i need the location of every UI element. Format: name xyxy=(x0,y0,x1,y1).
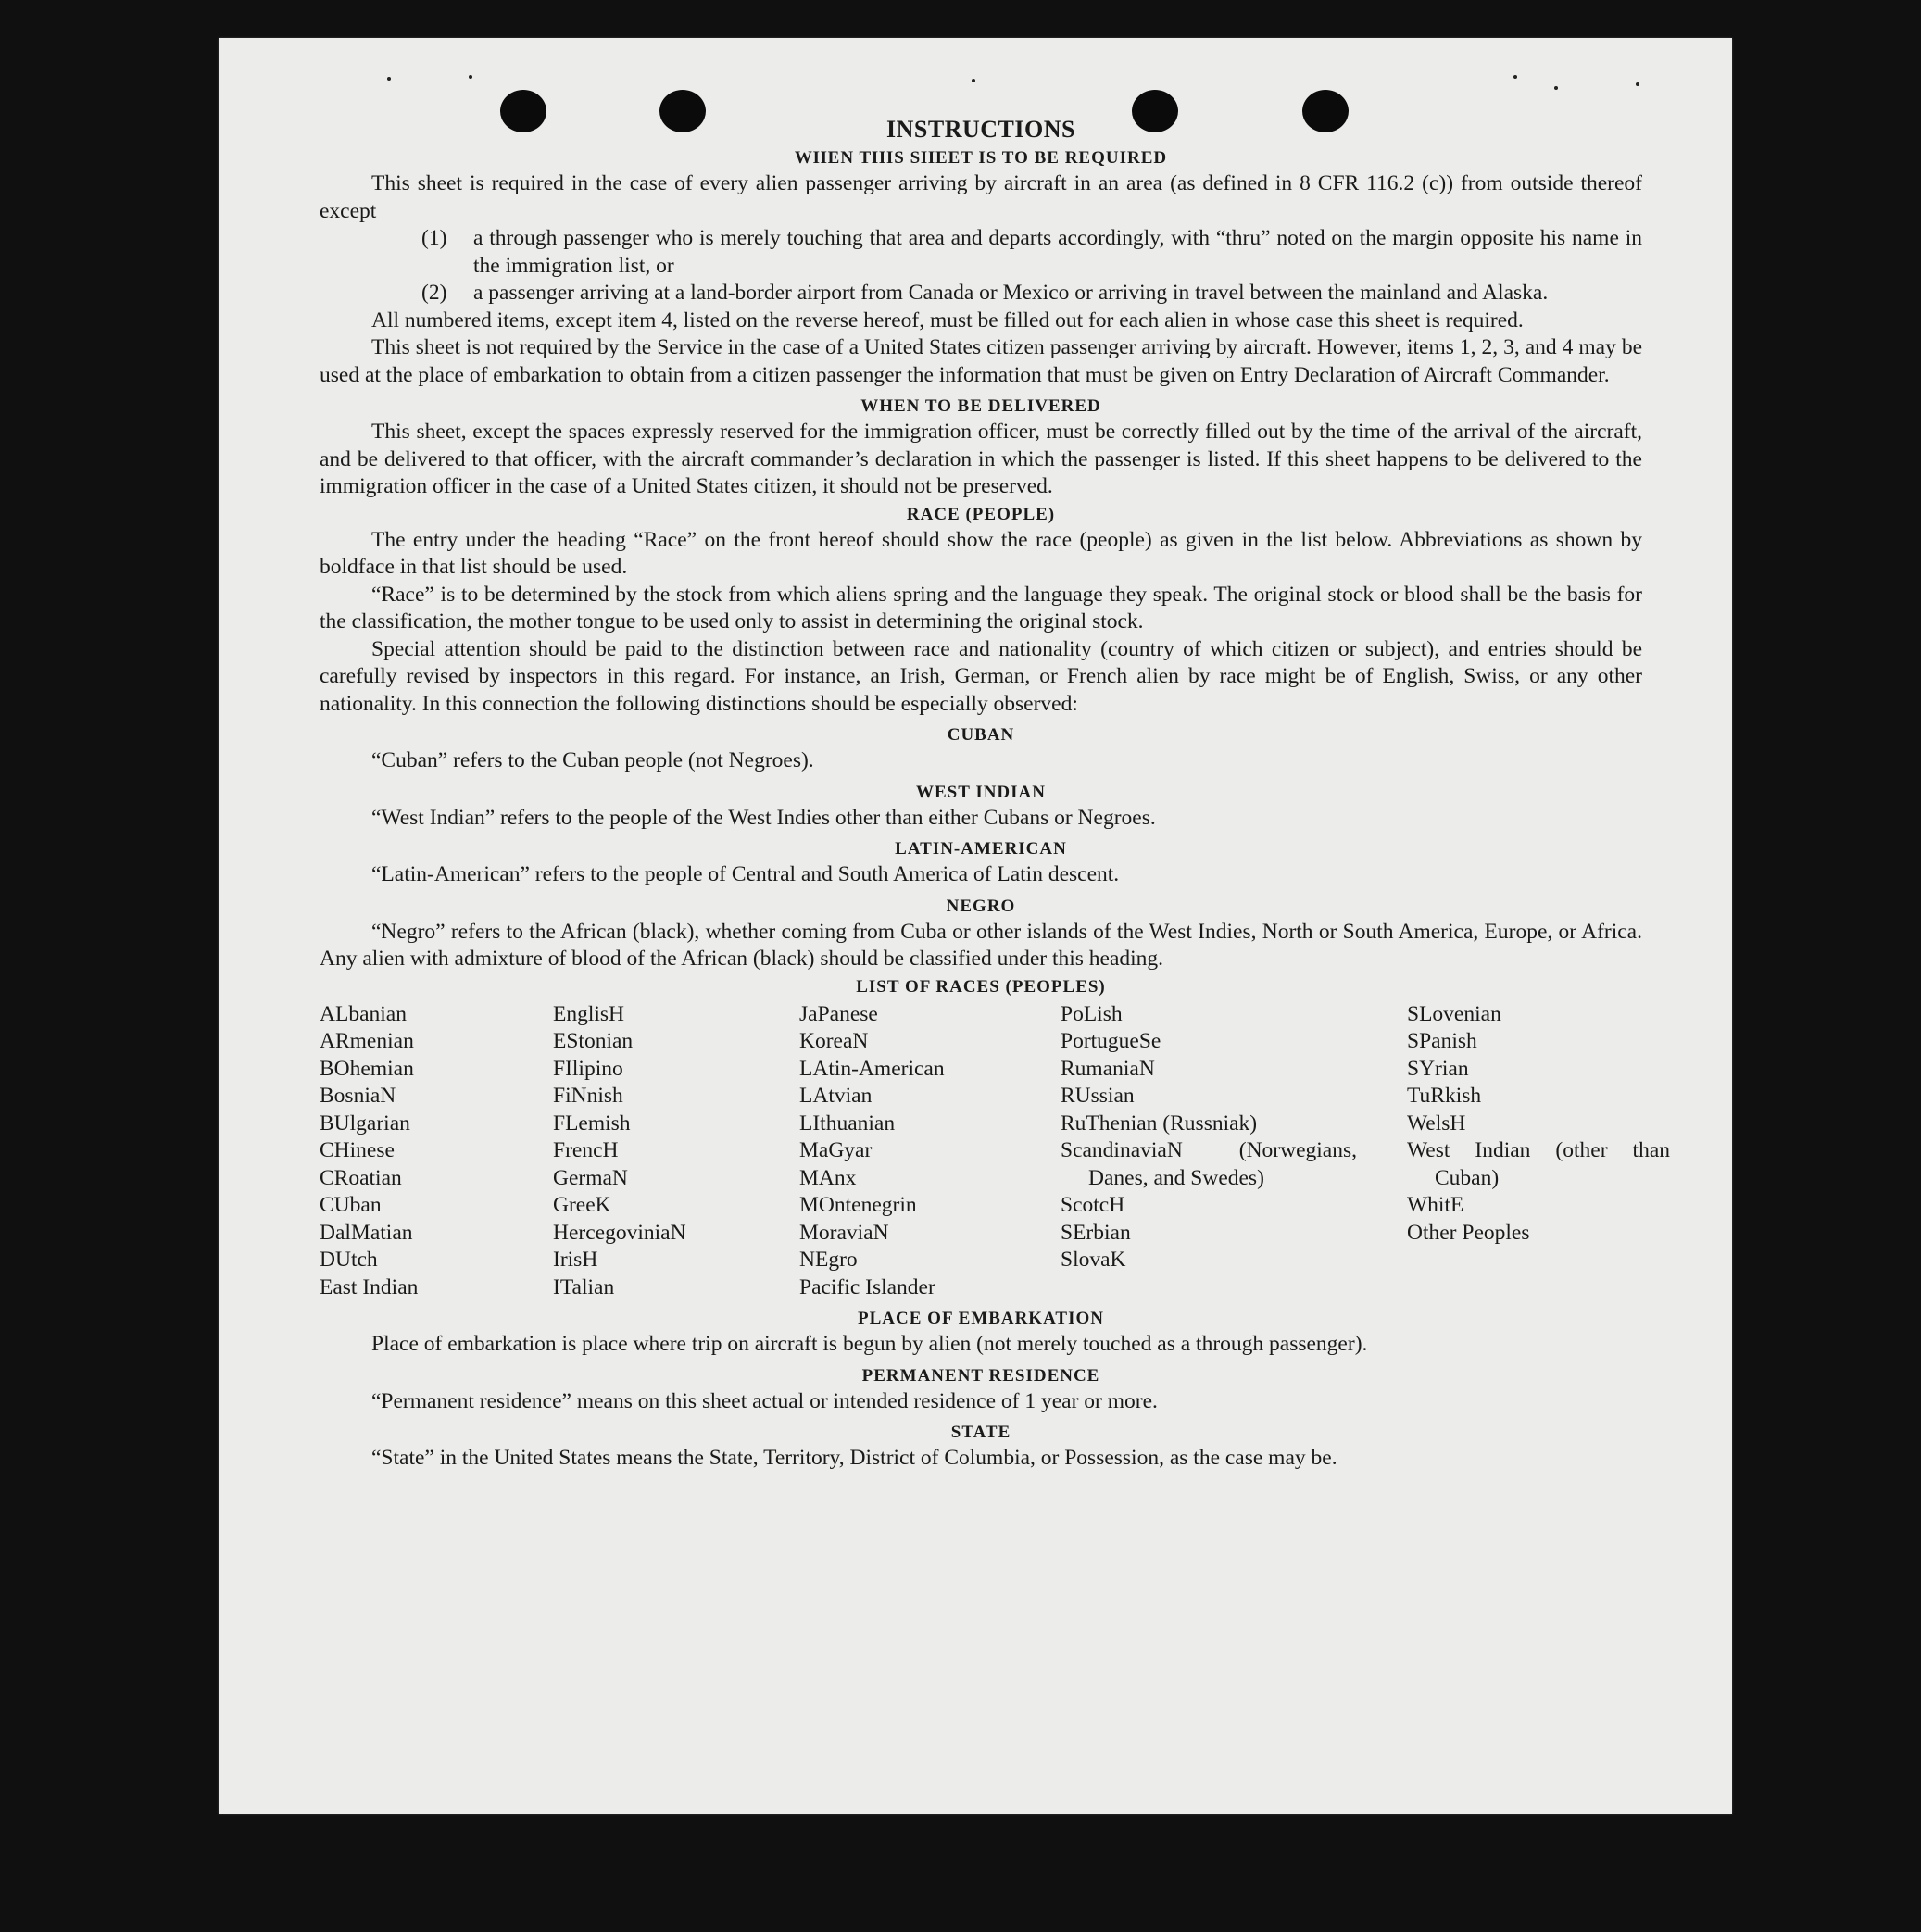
race-entry: SErbian xyxy=(1061,1220,1131,1245)
race-entry: KoreaN xyxy=(799,1029,869,1053)
race-entry: LAtin-American xyxy=(799,1056,945,1081)
race-column xyxy=(1061,1001,1407,1302)
item-text: a passenger arriving at a land-border airport from Canada or Mexico or arriving in travel between the mainland and Alaska. xyxy=(473,281,1549,305)
race-entry: HercegoviniaN xyxy=(553,1220,686,1245)
heading-race: RACE (PEOPLE) xyxy=(906,504,1056,524)
race-entry: SLovenian xyxy=(1407,1001,1501,1026)
race-entry: LIthuanian xyxy=(799,1110,896,1135)
item-text: a through passenger who is merely touching that area and departs accordingly, with “thru” noted on the margin opposite his name in the immigration list, or xyxy=(473,226,1642,278)
page-title: INSTRUCTIONS xyxy=(886,116,1075,143)
race-entry: East Indian xyxy=(320,1274,419,1299)
race-entry: GreeK xyxy=(553,1193,611,1217)
race-entry: FiNnish xyxy=(553,1084,623,1108)
race-entry: ITalian xyxy=(553,1274,615,1299)
paragraph: This sheet is not required by the Service in the case of a United States citizen passenger arriving by aircraft. However, items 1, 2, 3, and 4 may be used at the place of embarkation to obtain from a citizen passenger the information that must be given on Entry Declaration of Aircraft Commander. xyxy=(320,335,1642,387)
paragraph: “Race” is to be determined by the stock from which aliens spring and the language they speak. The original stock or blood shall be the basis for the classification, the mother tongue to be used only to assist in determining the original stock. xyxy=(320,582,1642,634)
race-entry: SPanish xyxy=(1407,1029,1477,1053)
race-column xyxy=(1407,1001,1670,1302)
race-entry: BOhemian xyxy=(320,1056,414,1081)
race-column xyxy=(799,1001,1061,1302)
heading-negro: NEGRO xyxy=(946,896,1016,916)
race-entry: JaPanese xyxy=(799,1001,878,1026)
paragraph: This sheet, except the spaces expressly reserved for the immigration officer, must be correctly filled out by the time of the arrival of the aircraft, and be delivered to that officer, with the aircraft commander’s declaration in which the passenger is listed. If this sheet happens to be delivered to the immigration officer in the case of a United States citizen, it should not be preserved. xyxy=(320,420,1642,498)
race-entry: CRoatian xyxy=(320,1165,402,1190)
race-entry: MAnx xyxy=(799,1165,857,1190)
speck xyxy=(387,77,391,81)
race-entry: SlovaK xyxy=(1061,1248,1126,1272)
race-entry: SYrian xyxy=(1407,1056,1469,1081)
heading-cuban: CUBAN xyxy=(947,725,1015,745)
race-column xyxy=(320,1001,553,1302)
race-list xyxy=(320,1001,1670,1302)
paragraph: “Cuban” refers to the Cuban people (not Negroes). xyxy=(371,748,814,772)
race-entry: WelsH xyxy=(1407,1110,1466,1135)
race-entry: TuRkish xyxy=(1407,1084,1482,1108)
race-entry: ScandinaviaN (Norwegians, Danes, and Swedes) xyxy=(1061,1138,1357,1190)
paragraph: “Permanent residence” means on this sheet actual or intended residence of 1 year or more. xyxy=(371,1388,1158,1413)
race-entry: PoLish xyxy=(1061,1001,1123,1026)
race-entry: FIlipino xyxy=(553,1056,623,1081)
item-number: (1) xyxy=(421,226,447,250)
paragraph: Place of embarkation is place where trip on aircraft is begun by alien (not merely touched as a through passenger). xyxy=(371,1332,1368,1356)
race-entry: DUtch xyxy=(320,1248,378,1272)
race-entry: Other Peoples xyxy=(1407,1220,1530,1245)
heading-state: STATE xyxy=(950,1423,1011,1442)
paragraph: “Negro” refers to the African (black), whether coming from Cuba or other islands of the West Indies, North or South America, Europe, or Africa. Any alien with admixture of blood of the African (black) should be classified under this heading. xyxy=(320,919,1642,971)
heading-residence: PERMANENT RESIDENCE xyxy=(861,1365,1100,1386)
race-entry: BosniaN xyxy=(320,1084,396,1108)
paragraph: All numbered items, except item 4, listed on the reverse hereof, must be filled out for each alien in whose case this sheet is required. xyxy=(371,307,1524,332)
race-entry: WhitE xyxy=(1407,1193,1464,1217)
heading-embarkation: PLACE OF EMBARKATION xyxy=(858,1309,1104,1328)
document-sheet xyxy=(219,38,1732,1814)
speck xyxy=(469,75,472,79)
paragraph: The entry under the heading “Race” on the front hereof should show the race (people) as given in the list below. Abbreviations as shown by boldface in that list should be used. xyxy=(320,527,1642,579)
race-entry: FLemish xyxy=(553,1110,631,1135)
speck xyxy=(1554,86,1558,90)
race-entry: ALbanian xyxy=(320,1001,407,1026)
race-entry: RUssian xyxy=(1061,1084,1135,1108)
item-number: (2) xyxy=(421,281,447,305)
race-entry: FrencH xyxy=(553,1138,619,1162)
race-entry: EStonian xyxy=(553,1029,634,1053)
race-entry: West Indian (other than Cuban) xyxy=(1407,1138,1670,1190)
paragraph: “State” in the United States means the State, Territory, District of Columbia, or Possession, as the case may be. xyxy=(371,1446,1337,1470)
paragraph: This sheet is required in the case of every alien passenger arriving by aircraft in an area (as defined in 8 CFR 116.2 (c)) from outside thereof except xyxy=(320,171,1642,223)
paragraph: “Latin-American” refers to the people of Central and South America of Latin descent. xyxy=(371,862,1120,886)
paragraph: Special attention should be paid to the distinction between race and nationality (country of which citizen or subject), and entries should be carefully revised by inspectors in this regard. For instance, an Irish, German, or French alien by race might be of English, Swiss, or any other nationality. In this connection the following distinctions should be especially observed: xyxy=(320,636,1642,716)
race-entry: MoraviaN xyxy=(799,1220,889,1245)
race-entry: LAtvian xyxy=(799,1084,873,1108)
race-entry: MOntenegrin xyxy=(799,1193,917,1217)
race-entry: BUlgarian xyxy=(320,1110,410,1135)
list-item xyxy=(421,280,1642,307)
race-column xyxy=(553,1001,799,1302)
race-entry: ScotcH xyxy=(1061,1193,1125,1217)
heading-west-indian: WEST INDIAN xyxy=(916,782,1046,802)
race-entry: EnglisH xyxy=(553,1001,625,1026)
race-entry: ARmenian xyxy=(320,1029,414,1053)
speck xyxy=(972,79,975,82)
race-entry: RuThenian (Russniak) xyxy=(1061,1110,1258,1135)
heading-list-of-races: LIST OF RACES (PEOPLES) xyxy=(856,976,1106,997)
race-entry: RumaniaN xyxy=(1061,1056,1155,1081)
race-entry: NEgro xyxy=(799,1248,858,1272)
race-entry: GermaN xyxy=(553,1165,628,1190)
heading-delivered: WHEN TO BE DELIVERED xyxy=(860,396,1101,416)
race-entry: MaGyar xyxy=(799,1138,873,1162)
heading-latin-american: LATIN-AMERICAN xyxy=(895,839,1067,859)
race-entry: IrisH xyxy=(553,1248,598,1272)
race-entry: CUban xyxy=(320,1193,382,1217)
race-entry: DalMatian xyxy=(320,1220,413,1245)
list-item xyxy=(421,225,1642,280)
paragraph: “West Indian” refers to the people of the West Indies other than either Cubans or Negroes. xyxy=(371,805,1156,830)
instructions-content xyxy=(320,115,1670,1473)
race-entry: Pacific Islander xyxy=(799,1274,935,1299)
speck xyxy=(1513,75,1517,79)
race-entry: PortugueSe xyxy=(1061,1029,1161,1053)
race-entry: CHinese xyxy=(320,1138,395,1162)
heading-required: WHEN THIS SHEET IS TO BE REQUIRED xyxy=(794,148,1168,168)
speck xyxy=(1636,82,1639,86)
